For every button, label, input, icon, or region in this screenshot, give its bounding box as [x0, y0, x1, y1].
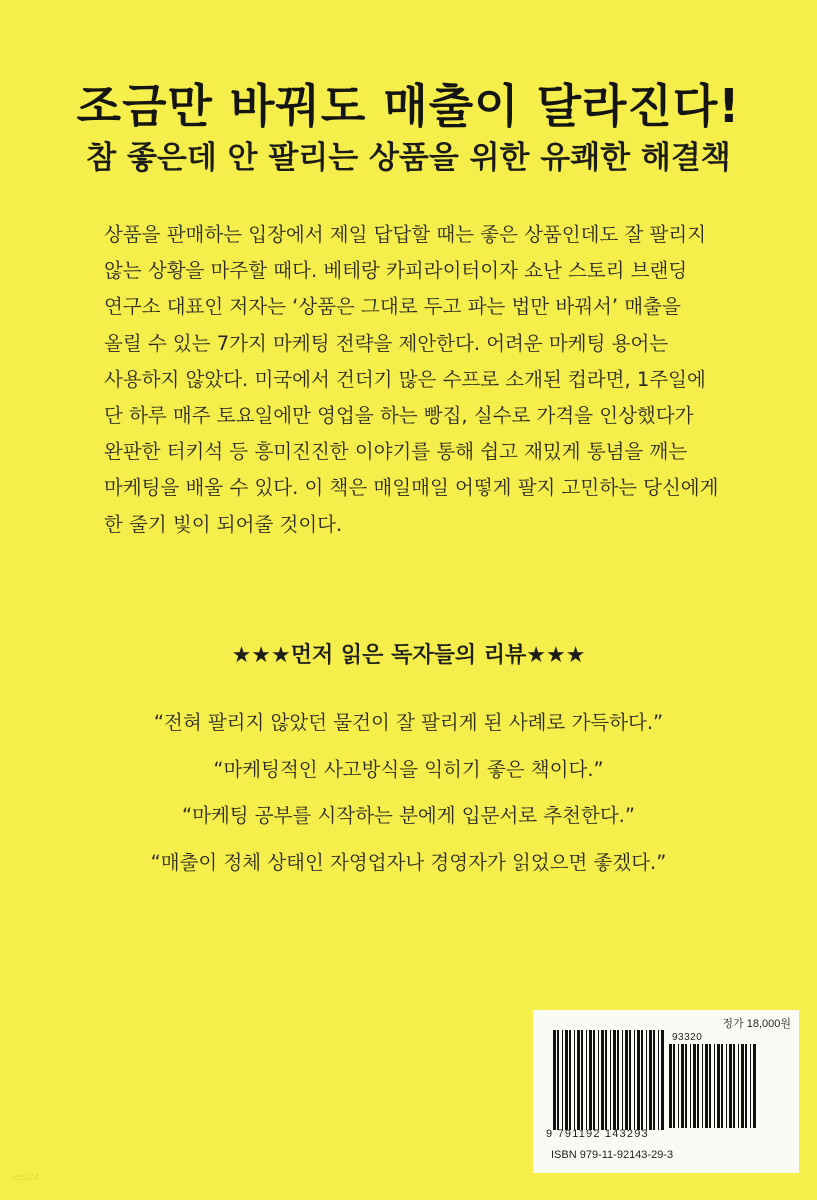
barcode-bar [649, 1030, 652, 1130]
barcode-bar [629, 1030, 631, 1130]
description-line: 연구소 대표인 저자는 ‘상품은 그대로 두고 파는 법만 바꿔서’ 매출을 [104, 295, 681, 319]
barcode-bar [717, 1044, 720, 1128]
barcode-bar [709, 1044, 711, 1128]
barcode-bar [589, 1030, 592, 1130]
barcode-bar [581, 1030, 583, 1130]
description-line: 상품을 판매하는 입장에서 제일 답답할 때는 좋은 상품인데도 잘 팔리지 [104, 223, 707, 246]
barcode-bar [685, 1044, 687, 1128]
barcode-bar [574, 1030, 575, 1130]
description-line: 완판한 터키석 등 흥미진진한 이야기를 통해 쉽고 재밌게 통념을 깨는 [104, 440, 688, 464]
watermark: yes24 [12, 1172, 39, 1183]
barcode-bar [605, 1030, 607, 1130]
barcode-bar [586, 1030, 587, 1130]
barcode-bar [738, 1044, 739, 1128]
barcode-bar [617, 1030, 619, 1130]
barcode-bar [678, 1044, 679, 1128]
subheadline: 참 좋은데 안 팔리는 상품을 위한 유쾌한 해결책 [86, 140, 731, 176]
barcode-bar [658, 1030, 659, 1130]
barcode-bar [690, 1044, 691, 1128]
barcode-digits: 9 791192 143293 [546, 1128, 649, 1140]
barcode-bar [721, 1044, 723, 1128]
barcode-bar [601, 1030, 604, 1130]
isbn-barcode [553, 1030, 665, 1130]
barcode-bar [562, 1030, 563, 1130]
barcode-bar [745, 1044, 747, 1128]
barcode-bar [622, 1030, 623, 1130]
barcode-bar [577, 1030, 580, 1130]
review-quote: “매출이 정체 상태인 자영업자나 경영자가 읽었으면 좋겠다.” [150, 850, 667, 874]
review-quote: “마케팅적인 사고방식을 익히기 좋은 책이다.” [213, 757, 604, 781]
barcode-bar [693, 1044, 696, 1128]
isbn-text: ISBN 979-11-92143-29-3 [551, 1149, 674, 1161]
barcode-bar [653, 1030, 655, 1130]
barcode-bar [646, 1030, 647, 1130]
barcode-bar [729, 1044, 732, 1128]
barcode-bar [705, 1044, 708, 1128]
barcode-bar [613, 1030, 616, 1130]
review-quotes [0, 708, 817, 894]
barcode-bar [733, 1044, 735, 1128]
barcode-bar [598, 1030, 599, 1130]
barcode-bar [610, 1030, 611, 1130]
barcode-bar [625, 1030, 628, 1130]
barcode-bar [557, 1030, 559, 1130]
description-line: 사용하지 않았다. 미국에서 건더기 많은 수프로 소개된 컵라면, 1주일에 [104, 367, 706, 391]
barcode-bar [565, 1030, 568, 1130]
addon-code: 93320 [672, 1032, 703, 1043]
headline: 조금만 바꿔도 매출이 달라진다! [76, 79, 741, 133]
description-line: 올릴 수 있는 7가지 마케팅 전략을 제안한다. 어려운 마케팅 용어는 [104, 331, 669, 355]
barcode-bar [641, 1030, 643, 1130]
barcode-bar [634, 1030, 635, 1130]
review-quote: “마케팅 공부를 시작하는 분에게 입문서로 추천한다.” [182, 804, 635, 827]
barcode-bar [553, 1030, 556, 1130]
barcode-bar [669, 1044, 672, 1128]
barcode-bar [569, 1030, 571, 1130]
barcode-bar [681, 1044, 684, 1128]
barcode-bar [753, 1044, 756, 1128]
addon-barcode [669, 1044, 759, 1128]
description-line: 않는 상황을 마주할 때다. 베테랑 카피라이터이자 쇼난 스토리 브랜딩 [104, 259, 688, 283]
price-label: 정가 18,000원 [722, 1018, 791, 1030]
barcode-bar [697, 1044, 699, 1128]
description-line: 단 하루 매주 토요일에만 영업을 하는 빵집, 실수로 가격을 인상했다가 [104, 404, 694, 428]
description-line: 마케팅을 배울 수 있다. 이 책은 매일매일 어떻게 팔지 고민하는 당신에게 [104, 476, 719, 500]
barcode-bar [702, 1044, 703, 1128]
barcode-bar [593, 1030, 595, 1130]
barcode-label [533, 1010, 799, 1173]
review-quote: “전혀 팔리지 않았던 물건이 잘 팔리게 된 사례로 가득하다.” [153, 711, 664, 734]
description [104, 217, 724, 543]
barcode-bar [750, 1044, 751, 1128]
reviews-title: ★★★먼저 읽은 독자들의 리뷰★★★ [231, 643, 586, 668]
barcode-bar [673, 1044, 675, 1128]
barcode-bar [741, 1044, 744, 1128]
barcode-bar [714, 1044, 715, 1128]
barcode-bar [637, 1030, 640, 1130]
description-line: 한 줄기 빛이 되어줄 것이다. [104, 512, 343, 536]
barcode-bar [726, 1044, 727, 1128]
barcode-bar [661, 1030, 664, 1130]
